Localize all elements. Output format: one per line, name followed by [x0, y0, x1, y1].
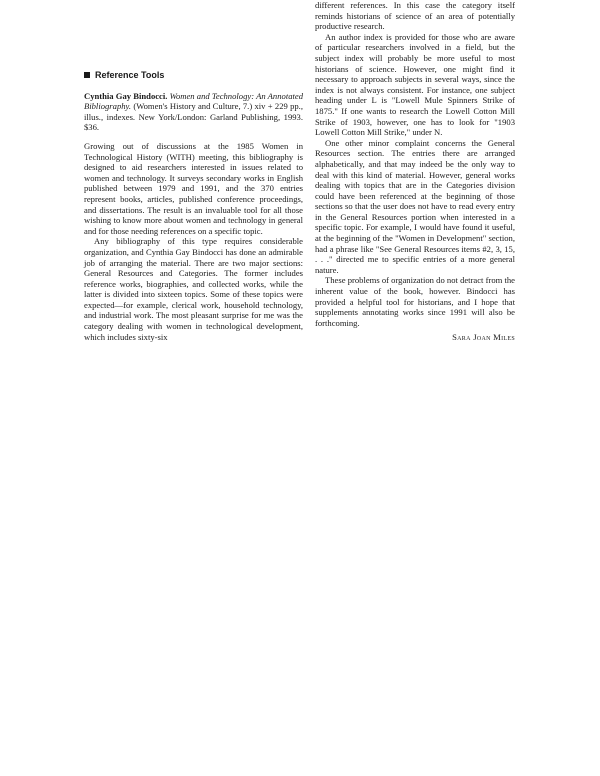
- square-bullet-icon: [84, 72, 90, 78]
- review-paragraph: Growing out of discussions at the 1985 Women in Technological History (WITH) meeting, this bibliography is designed to aid researchers interested in issues related to women and technology. It surveys secondary works in English published between 1979 and 1991, and the 370 entries represent books, articles, published conference proceedings, and dissertations. The result is an invaluable tool for all those wishing to know more about women and technology in general and for those needing references on a specific topic.: [84, 140, 303, 236]
- section-label: Reference Tools: [95, 70, 165, 80]
- review-paragraph: Any bibliography of this type requires considerable organization, and Cynthia Gay Bindocci has done an admirable job of arranging the material. There are two major sections: General Resources and Categories. The former includes reference works, biographies, and collected works, while the latter is divided into sixteen topics. Some of these topics were expected—for example, clerical work, household technology, and industrial work. The most pleasant surprise for me was the category dealing with women in technological development, which includes sixty-six: [84, 236, 303, 342]
- reviewer-signature: Sara Joan Miles: [452, 332, 515, 343]
- review-paragraph: These problems of organization do not detract from the inherent value of the book, however. Bindocci has provided a helpful tool for historians, and I hope that supplements annotating works since 1991 will also be forthcoming.: [315, 275, 515, 328]
- book-title: Women and Technology: An Annotated Bibliography.: [84, 90, 303, 112]
- review-paragraph: An author index is provided for those who are aware of particular researchers involved in a field, but the subject index will probably be more useful to most historians of science. However, one might find it necessary to approach subjects in several ways, since the index is not always consistent. For instance, one subject heading under L is "Lowell Mule Spinners Strike of 1875." If one wants to research the Lowell Cotton Mill Strike of 1903, however, one has to look for "1903 Lowell Cotton Mill Strike," under N.: [315, 31, 515, 138]
- review-paragraph: different references. In this case the category itself reminds historians of science of an area of potentially productive research.: [315, 0, 515, 32]
- section-header: [84, 70, 303, 81]
- right-column: [315, 0, 515, 343]
- left-column: [84, 70, 303, 342]
- book-author: Cynthia Gay Bindocci.: [84, 90, 168, 101]
- book-citation: [84, 91, 303, 133]
- review-paragraph: One other minor complaint concerns the General Resources section. The entries there are arranged alphabetically, and that may indeed be the only way to deal with this kind of material. However, general works dealing with topics that are in the Categories division could have been referenced at the beginning of those sections so that the user does not have to read every entry in the General Resources portion when interested in a specific topic. For example, I would have found it useful, at the beginning of the "Women in Development" section, had a phrase like "See General Resources items #2, 3, 15, . . ." directed me to specific entries of a more general nature.: [315, 137, 515, 275]
- book-details: (Women's History and Culture, 7.) xiv + 229 pp., illus., indexes. New York/London: Garland Publishing, 1993. $36.: [84, 101, 303, 133]
